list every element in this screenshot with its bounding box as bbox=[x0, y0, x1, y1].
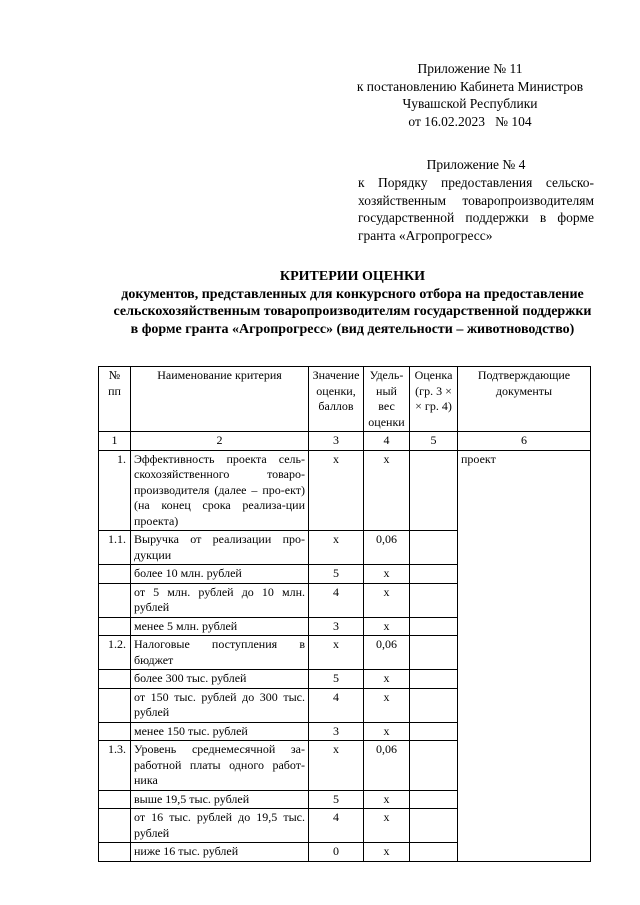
column-number-row bbox=[99, 432, 591, 451]
criterion-name: более 300 тыс. рублей bbox=[131, 670, 309, 689]
criterion-score bbox=[410, 636, 458, 670]
criterion-name: Уровень среднемесячной за-работной платы одного работ-ника bbox=[131, 741, 309, 791]
row-number bbox=[99, 722, 131, 741]
row-number: 1.3. bbox=[99, 741, 131, 791]
col-number: 5 bbox=[410, 432, 458, 451]
row-number: 1. bbox=[99, 450, 131, 531]
criterion-name: от 5 млн. рублей до 10 млн. рублей bbox=[131, 583, 309, 617]
col-header-documents: Подтверждающие документы bbox=[458, 367, 591, 432]
criterion-score bbox=[410, 809, 458, 843]
criterion-value: х bbox=[309, 741, 364, 791]
criterion-value: х bbox=[309, 636, 364, 670]
row-number bbox=[99, 809, 131, 843]
appendix-sub-body: к Порядку предоставления сельско-хозяйственным товаропроизводителям государственной поддержки в форме гранта «Агропрогресс» bbox=[358, 175, 594, 243]
criterion-value: 5 bbox=[309, 790, 364, 809]
criterion-value: 4 bbox=[309, 583, 364, 617]
criterion-weight: 0,06 bbox=[364, 741, 410, 791]
criterion-value: 4 bbox=[309, 688, 364, 722]
criterion-value: 0 bbox=[309, 843, 364, 862]
criterion-name: Выручка от реализации про-дукции bbox=[131, 531, 309, 565]
criterion-score bbox=[410, 617, 458, 636]
supporting-documents: проект bbox=[458, 450, 591, 861]
heading-line4: в форме гранта «Агропрогресс» (вид деятельности – животноводство) bbox=[130, 321, 575, 337]
criterion-value: 5 bbox=[309, 670, 364, 689]
appendix-main-line3: Чувашской Республики bbox=[402, 96, 538, 111]
criterion-name: Налоговые поступления в бюджет bbox=[131, 636, 309, 670]
criterion-value: 5 bbox=[309, 565, 364, 584]
criterion-weight: х bbox=[364, 617, 410, 636]
row-number bbox=[99, 790, 131, 809]
row-number bbox=[99, 670, 131, 689]
row-number bbox=[99, 565, 131, 584]
row-number bbox=[99, 688, 131, 722]
appendix-main-line1: Приложение № 11 bbox=[417, 61, 523, 76]
col-header-number: № пп bbox=[99, 367, 131, 432]
criterion-weight: х bbox=[364, 688, 410, 722]
criterion-value: 3 bbox=[309, 722, 364, 741]
criterion-value: 3 bbox=[309, 617, 364, 636]
criteria-table bbox=[98, 366, 591, 862]
col-number: 4 bbox=[364, 432, 410, 451]
criterion-value: 4 bbox=[309, 809, 364, 843]
col-header-score: Оценка (гр. 3 × × гр. 4) bbox=[410, 367, 458, 432]
col-header-weight: Удель-ный вес оценки bbox=[364, 367, 410, 432]
criterion-weight: х bbox=[364, 809, 410, 843]
appendix-main-block bbox=[340, 60, 600, 130]
row-number bbox=[99, 843, 131, 862]
criterion-score bbox=[410, 531, 458, 565]
appendix-sub-title: Приложение № 4 bbox=[426, 157, 526, 172]
criterion-score bbox=[410, 565, 458, 584]
criterion-score bbox=[410, 741, 458, 791]
appendix-main-line2: к постановлению Кабинета Министров bbox=[356, 78, 584, 94]
col-number: 1 bbox=[99, 432, 131, 451]
row-number: 1.2. bbox=[99, 636, 131, 670]
criterion-weight: х bbox=[364, 722, 410, 741]
criterion-name: менее 5 млн. рублей bbox=[131, 617, 309, 636]
col-header-criterion: Наименование критерия bbox=[131, 367, 309, 432]
document-heading bbox=[100, 268, 605, 338]
criterion-weight: 0,06 bbox=[364, 531, 410, 565]
criterion-weight: х bbox=[364, 790, 410, 809]
criterion-score bbox=[410, 790, 458, 809]
appendix-main-line4: от 16.02.2023 № 104 bbox=[408, 113, 532, 129]
col-number: 6 bbox=[458, 432, 591, 451]
row-number: 1.1. bbox=[99, 531, 131, 565]
criterion-weight: х bbox=[364, 565, 410, 584]
criterion-weight: 0,06 bbox=[364, 636, 410, 670]
criterion-score bbox=[410, 722, 458, 741]
heading-line3: сельскохозяйственным товаропроизводителям государственной поддержки bbox=[113, 304, 592, 319]
criterion-value: х bbox=[309, 531, 364, 565]
col-number: 3 bbox=[309, 432, 364, 451]
criterion-value: х bbox=[309, 450, 364, 531]
criterion-score bbox=[410, 688, 458, 722]
criterion-score bbox=[410, 450, 458, 531]
criterion-weight: х bbox=[364, 843, 410, 862]
criterion-weight: х bbox=[364, 450, 410, 531]
criterion-weight: х bbox=[364, 670, 410, 689]
row-number bbox=[99, 583, 131, 617]
heading-line2: документов, представленных для конкурсного отбора на предоставление bbox=[121, 286, 584, 302]
col-number: 2 bbox=[131, 432, 309, 451]
criterion-score bbox=[410, 843, 458, 862]
criterion-weight: х bbox=[364, 583, 410, 617]
table-row bbox=[99, 450, 591, 531]
criterion-name: менее 150 тыс. рублей bbox=[131, 722, 309, 741]
col-header-value: Значение оценки, баллов bbox=[309, 367, 364, 432]
criterion-name: от 150 тыс. рублей до 300 тыс. рублей bbox=[131, 688, 309, 722]
criterion-name: выше 19,5 тыс. рублей bbox=[131, 790, 309, 809]
criterion-name: более 10 млн. рублей bbox=[131, 565, 309, 584]
criterion-score bbox=[410, 670, 458, 689]
criterion-name: от 16 тыс. рублей до 19,5 тыс. рублей bbox=[131, 809, 309, 843]
heading-line1: КРИТЕРИИ ОЦЕНКИ bbox=[279, 269, 426, 284]
criterion-name: ниже 16 тыс. рублей bbox=[131, 843, 309, 862]
criterion-name: Эффективность проекта сель-скохозяйственного товаро-производителя (далее – про-ект) (на конец срока реализа-ции проекта) bbox=[131, 450, 309, 531]
table-header-row bbox=[99, 367, 591, 432]
row-number bbox=[99, 617, 131, 636]
criterion-score bbox=[410, 583, 458, 617]
